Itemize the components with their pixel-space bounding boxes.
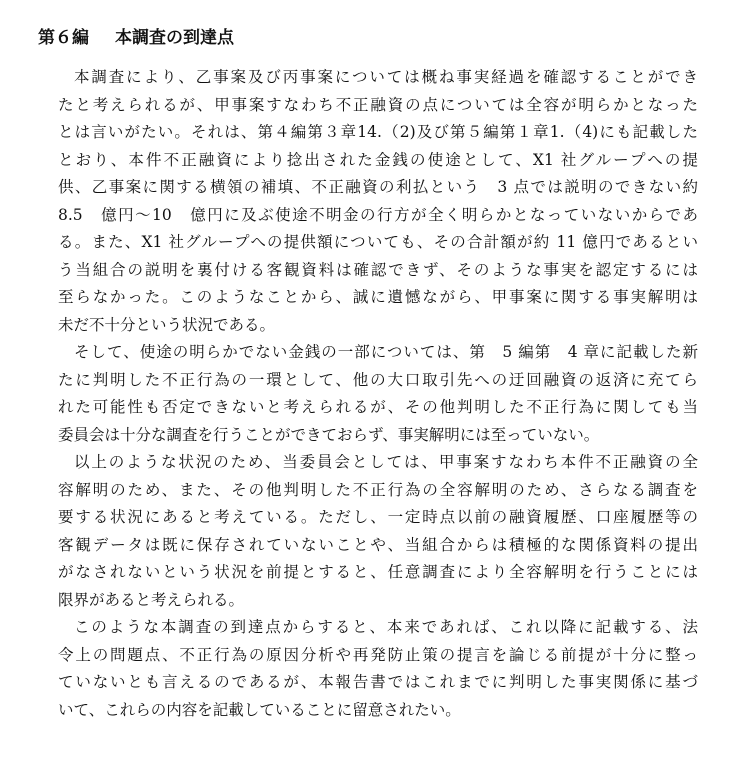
- text-line: 令上の問題点、不正行為の原因分析や再発防止策の提言を論じる前提が十分に整っ: [58, 645, 698, 664]
- text-line: 委員会は十分な調査を行うことができておらず、事実解明には至っていない。: [58, 425, 600, 444]
- text-line: う当組合の説明を裏付ける客観資料は確認できず、そのような事実を認定するには: [58, 260, 698, 279]
- text-line: ていないとも言えるのであるが、本報告書ではこれまでに判明した事実関係に基づ: [58, 673, 698, 691]
- text-line: 容解明のため、また、その他判明した不正行為の全容解明のため、さらなる調査を: [58, 480, 698, 499]
- text-line: とは言いがたい。それは、第４編第３章14.（2)及び第５編第１章1.（4)にも記載した: [58, 123, 698, 141]
- text-line: 8.5 億円〜10 億円に及ぶ使途不明金の行方が全く明らかとなっていないからであ: [58, 205, 698, 224]
- text-line: そして、使途の明らかでない金銭の一部については、第 5 編第 4 章に記載した新: [74, 343, 698, 361]
- text-line: たに判明した不正行為の一環として、他の大口取引先への迂回融資の返済に充てら: [58, 370, 698, 389]
- text-line: とおり、本件不正融資により捻出された金銭の使途として、X1 社グループへの提: [58, 150, 698, 169]
- text-line: 要する状況にあると考えている。ただし、一定時点以前の融資履歴、口座履歴等の: [58, 508, 698, 526]
- chapter-title: 本調査の到達点: [115, 28, 234, 48]
- chapter-heading: [38, 26, 234, 50]
- text-line: 客観データは既に保存されていないことや、当組合からは積極的な関係資料の提出: [58, 535, 698, 554]
- text-line: 未だ不十分という状況である。: [58, 315, 276, 334]
- text-line: る。また、X1 社グループへの提供額についても、その合計額が約 11 億円であるとい: [58, 233, 698, 251]
- text-line: 至らなかった。このようなことから、誠に遺憾ながら、甲事案に関する事実解明は: [58, 288, 698, 306]
- text-line: がなされないという状況を前提とすると、任意調査により全容解明を行うことには: [58, 563, 698, 581]
- text-line: 以上のような状況のため、当委員会としては、甲事案すなわち本件不正融資の全: [74, 453, 698, 471]
- text-line: 本調査により、乙事案及び丙事案については概ね事実経過を確認することができ: [74, 68, 698, 86]
- text-line: 限界があると考えられる。: [58, 590, 245, 609]
- text-line: このような本調査の到達点からすると、本来であれば、これ以降に記載する、法: [74, 618, 698, 636]
- text-line: たと考えられるが、甲事案すなわち不正融資の点については全容が明らかとなった: [58, 95, 698, 114]
- text-line: 供、乙事案に関する横領の補填、不正融資の利払という 3 点では説明のできない約: [58, 178, 698, 196]
- chapter-number: 第６編: [38, 28, 89, 48]
- body-text: [58, 64, 698, 724]
- text-line: いて、これらの内容を記載していることに留意されたい。: [58, 700, 461, 719]
- text-line: れた可能性も否定できないと考えられるが、その他判明した不正行為に関しても当: [58, 398, 698, 416]
